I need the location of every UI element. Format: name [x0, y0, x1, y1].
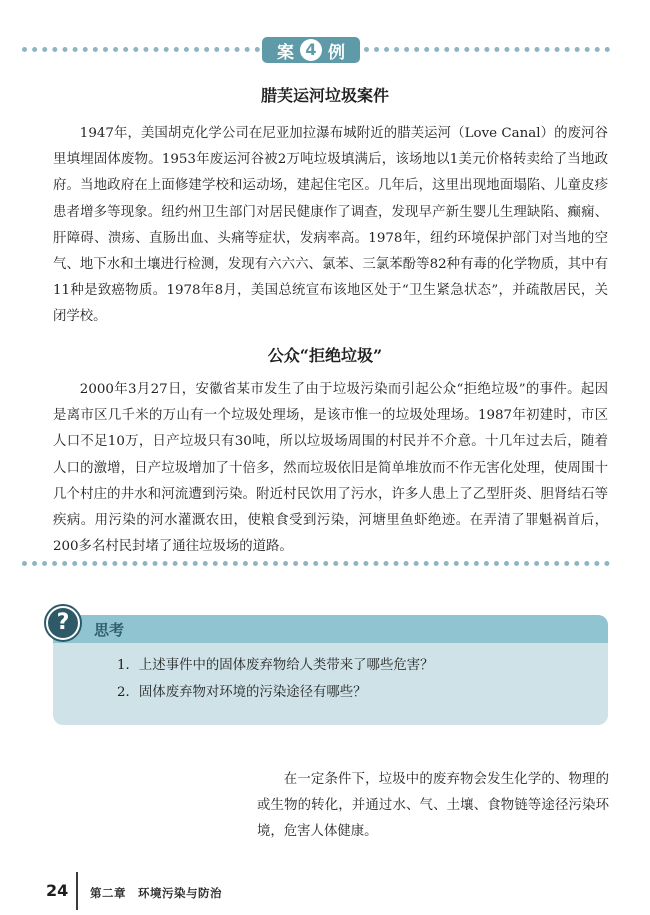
header-dotted-rule-left: [22, 47, 260, 52]
case-badge-suffix: 例: [328, 42, 345, 63]
header-dotted-rule-right: [364, 47, 610, 52]
section2-title: 公众“拒绝垃圾”: [267, 346, 383, 365]
footer-divider: [76, 872, 78, 910]
section1-title: 腊芙运河垃圾案件: [260, 86, 389, 105]
case-badge-number: 4: [300, 39, 322, 61]
question-mark-glyph: ?: [48, 608, 78, 638]
case-badge: [262, 37, 360, 63]
question-mark-icon: [44, 604, 82, 642]
chapter-title: 第二章 环境污染与防治: [90, 886, 222, 900]
think-question-1: 1．上述事件中的固体废弃物给人类带来了哪些危害？: [117, 658, 434, 673]
page-number: 24: [46, 881, 69, 900]
think-question-list: [117, 652, 434, 706]
case-badge-prefix: 案: [277, 42, 294, 63]
section2-body: 2000年3月27日，安徽省某市发生了由于垃圾污染而引起公众“拒绝垃圾”的事件。起因是离市区几千米的万山有一个垃圾处理场，是该市惟一的垃圾处理场。1987年初建时，市区人口不足10万，日产垃圾只有30吨，所以垃圾场周围的村民并不介意。十几年过去后，随着人口的激增，日产垃圾增加了十倍多，然而垃圾依旧是简单堆放而不作无害化处理，使周围十几个村庄的井水和河流遭到污染。附近村民饮用了污水，许多人患上了乙型肝炎、胆肾结石等疾病。用污染的河水灌溉农田，使粮食受到污染，河塘里鱼虾绝迹。在弄清了罪魁祸首后，200多名村民封堵了通往垃圾场的道路。: [53, 382, 608, 555]
think-label: 思考: [94, 621, 125, 639]
section1-body: 1947年，美国胡克化学公司在尼亚加拉瀑布城附近的腊芙运河（Love Canal）的废河谷里填埋固体废物。1953年废运河谷被2万吨垃圾填满后，该场地以1美元价格转卖给了当地政府。当地政府在上面修建学校和运动场，建起住宅区。几年后，这里出现地面塌陷、儿童皮疹患者增多等现象。纽约州卫生部门对居民健康作了调查，发现早产新生婴儿生理缺陷、癫痫、肝障碍、溃疡、直肠出血、头痛等症状，发病率高。1978年，纽约环境保护部门对当地的空气、地下水和土壤进行检测，发现有六六六、氯苯、三氯苯酚等82种有毒的化学物质，其中有11种是致癌物质。1978年8月，美国总统宣布该地区处于“卫生紧急状态”，并疏散居民，关闭学校。: [53, 126, 608, 325]
think-box-header: [53, 615, 608, 643]
section-divider-dotted: [22, 561, 610, 566]
side-note: 在一定条件下，垃圾中的废弃物会发生化学的、物理的或生物的转化，并通过水、气、土壤、食物链等途径污染环境，危害人体健康。: [257, 772, 609, 839]
think-question-2: 2．固体废弃物对环境的污染途径有哪些？: [117, 685, 367, 700]
